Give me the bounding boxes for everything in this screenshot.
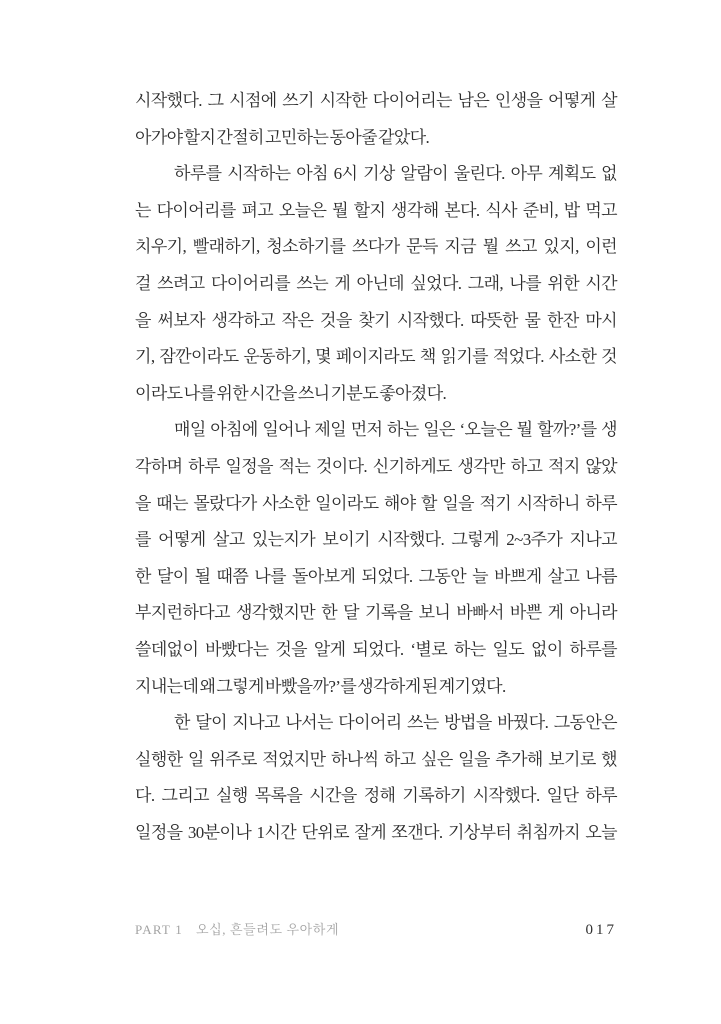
- text-line: 치우기, 빨래하기, 청소하기를 쓰다가 문득 지금 뭘 쓰고 있지, 이런: [135, 237, 617, 257]
- text-line: 시작했다. 그 시점에 쓰기 시작한 다이어리는 남은 인생을 어떻게 살: [135, 91, 617, 110]
- footer-part-title: 오십, 흔들려도 우아하게: [195, 922, 340, 937]
- text-line: 부지런하다고 생각했지만 한 달 기록을 보니 바빠서 바쁜 게 아니라: [135, 603, 617, 623]
- body-text: [135, 83, 617, 851]
- text-line: 아가야 할지 간절히 고민하는 동아줄 같았다.: [135, 127, 430, 147]
- page-footer: [135, 919, 617, 939]
- text-line: 한 달이 될 때쯤 나를 돌아보게 되었다. 그동안 늘 바쁘게 살고 나름: [135, 566, 617, 586]
- footer-part-label: PART 1: [135, 922, 183, 937]
- text-line: 이라도 나를 위한 시간을 쓰니 기분도 좋아졌다.: [135, 383, 447, 403]
- text-line: 을 써보자 생각하고 작은 것을 찾기 시작했다. 따뜻한 물 한잔 마시: [135, 310, 617, 330]
- text-line: 을 때는 몰랐다가 사소한 일이라도 해야 할 일을 적기 시작하니 하루: [135, 493, 617, 513]
- text-line: 하루를 시작하는 아침 6시 기상 알람이 울린다. 아무 계획도 없: [174, 164, 617, 184]
- text-line: 걸 쓰려고 다이어리를 쓰는 게 아닌데 싶었다. 그래, 나를 위한 시간: [135, 273, 617, 293]
- text-line: 다. 그리고 실행 목록을 시간을 정해 기록하기 시작했다. 일단 하루: [135, 786, 617, 806]
- text-line: 를 어떻게 살고 있는지가 보이기 시작했다. 그렇게 2~3주가 지나고: [135, 530, 617, 550]
- text-line: 쓸데없이 바빴다는 것을 알게 되었다. ‘별로 하는 일도 없이 하루를: [135, 639, 617, 659]
- text-line: 한 달이 지나고 나서는 다이어리 쓰는 방법을 바꿨다. 그동안은: [174, 713, 617, 733]
- text-line: 매일 아침에 일어나 제일 먼저 하는 일은 ‘오늘은 뭘 할까?’를 생: [174, 420, 617, 440]
- footer-running-title: [135, 919, 339, 938]
- text-line: 각하며 하루 일정을 적는 것이다. 신기하게도 생각만 하고 적지 않았: [135, 456, 617, 476]
- text-line: 실행한 일 위주로 적었지만 하나씩 하고 싶은 일을 추가해 보기로 했: [135, 749, 617, 769]
- text-line: 일정을 30분이나 1시간 단위로 잘게 쪼갠다. 기상부터 취침까지 오늘: [135, 822, 617, 842]
- text-line: 지내는데 왜 그렇게 바빴을까?’를 생각하게 된 계기였다.: [135, 676, 506, 696]
- text-line: 기, 잠깐이라도 운동하기, 몇 페이지라도 책 읽기를 적었다. 사소한 것: [135, 347, 617, 367]
- text-line: 는 다이어리를 펴고 오늘은 뭘 할지 생각해 본다. 식사 준비, 밥 먹고: [135, 200, 617, 220]
- page-number: 017: [585, 922, 617, 938]
